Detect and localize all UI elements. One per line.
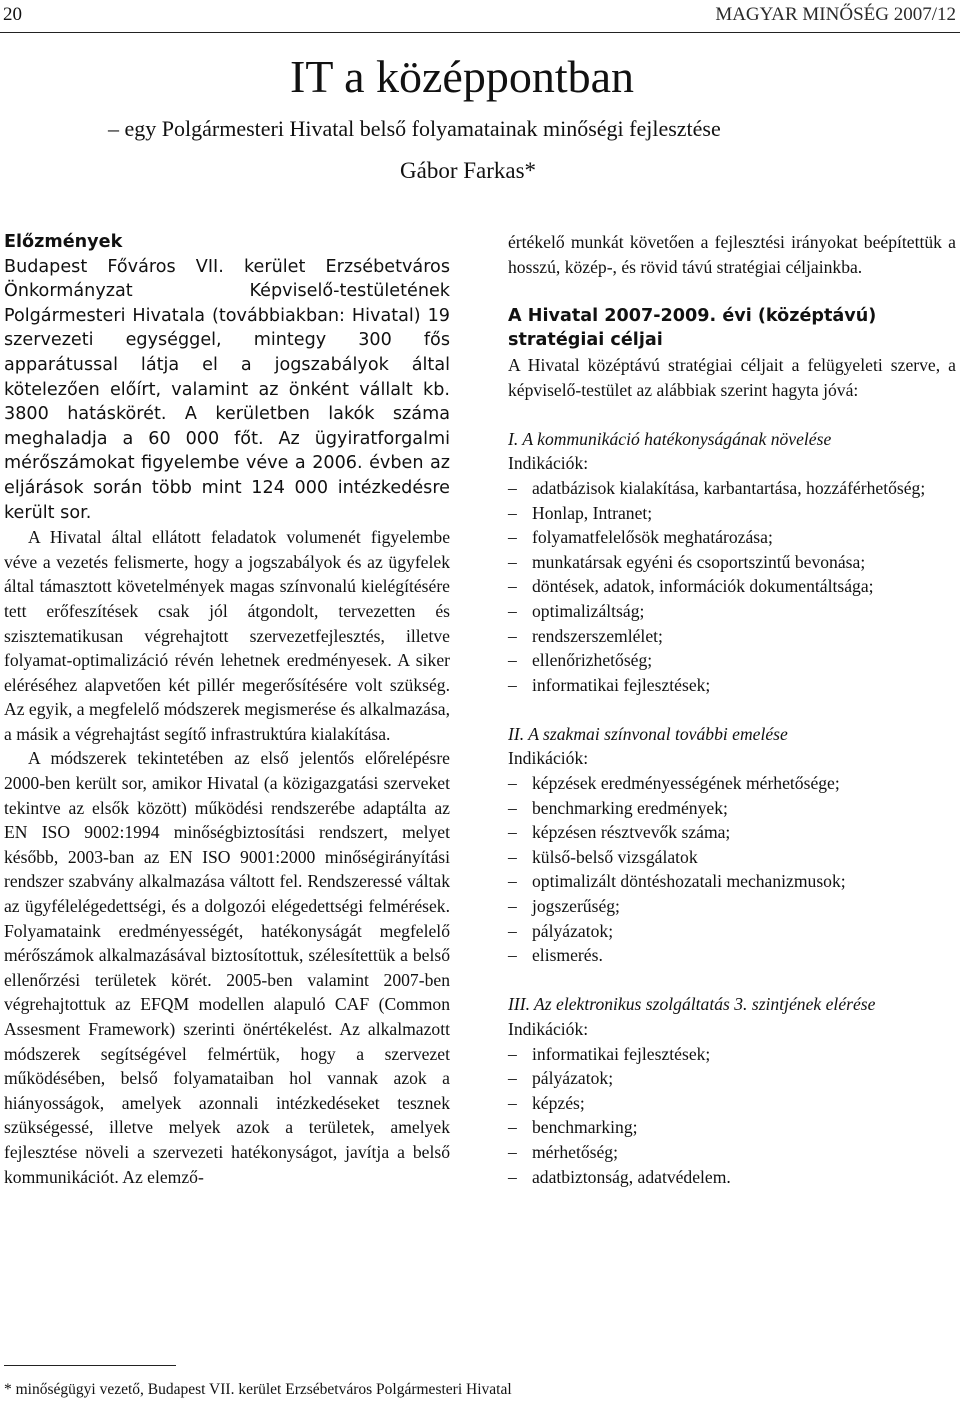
list-item: – benchmarking eredmények; bbox=[508, 796, 956, 821]
list-item: – képzések eredményességének mérhetősége; bbox=[508, 771, 956, 796]
article-title: IT a középpontban bbox=[290, 51, 635, 102]
strategic-goals-intro: A Hivatal középtávú stratégiai céljait a felügyeleti szerve, a képviselő-testület az alábbiak szerint hagyta jóvá: bbox=[508, 354, 956, 400]
list-item: – folyamatfelelősök meghatározása; bbox=[508, 525, 956, 550]
list-item: – Honlap, Intranet; bbox=[508, 501, 956, 526]
running-head: MAGYAR MINŐSÉG 2007/12 bbox=[715, 4, 956, 25]
list-item: – jogszerűség; bbox=[508, 894, 956, 919]
footnote-rule bbox=[4, 1365, 176, 1366]
paragraph-3: A módszerek tekintetében az első jelentős előrelépésre 2000-ben került sor, amikor Hivatal (a közigazgatási szerveket tekintve az elsők között) működési rendszerébe adaptálta az EN ISO 9002:1994 minőségbiztosítási rendszert, melyet később, 2003-ban az EN ISO 9001:2000 minőségirányítási rendszer szabvány alkalmazása váltott fel. Rendszeressé váltak az ügyfélelégedettségi, és a dolgozói elégedettségi felmérések. Folyamataink eredményességét, hatékonyságát megfelelő mérőszámok alkalmazásával biztosítottuk, szélesítettük a belső ellenőrzési területek körét. 2005-ben valamint 2007-ben végrehajtottuk az EFQM modellen alapuló CAF (Common Assesment Framework) szerinti önértékelést. Az alkalmazott módszerek segítségével felmértük, hogy a szervezet működésében, belső folyamataiban hol vannak azok a hiányosságok, amelyek azonnali intézkedéseket tesznek szükségessé, illetve melyek azok a területek, amelyek fejlesztése növeli a szervezeti hatékonyságot, javítja a belső kommunikációt. Az elemző- bbox=[4, 748, 450, 1187]
goal-section bbox=[508, 722, 956, 968]
article-author: Gábor Farkas* bbox=[400, 158, 537, 183]
list-item: – mérhetőség; bbox=[508, 1140, 956, 1165]
list-item: – külső-belső vizsgálatok bbox=[508, 845, 956, 870]
spacer bbox=[508, 402, 956, 427]
section-heading-strategic-goals: A Hivatal 2007-2009. évi (középtávú) stratégiai céljai bbox=[508, 305, 877, 351]
list-item: – informatikai fejlesztések; bbox=[508, 673, 956, 698]
list-item: – informatikai fejlesztések; bbox=[508, 1042, 956, 1067]
list-item: – optimalizáltság; bbox=[508, 599, 956, 624]
indication-list bbox=[508, 771, 956, 968]
indications-label: Indikációk: bbox=[508, 453, 589, 474]
list-item: – ellenőrizhetőség; bbox=[508, 648, 956, 673]
paragraph-2: A Hivatal által ellátott feladatok volumenét figyelembe véve a vezetés felismerte, hogy a jogszabályok és az ügyfelek által támasztott követelmények magas színvonalú kielégítésére tett erőfeszítések csak jól átgondolt, tervezetten és szisztematikusan végrehajtott szervezetfejlesztés, illetve folyamat-optimalizáció révén lehetnek eredményesek. A siker eléréséhez alapvetően két pillér megerősítésére volt szükség. Az egyik, a megfelelő módszerek megismerése és alkalmazása, a másik a végrehajtást segítő infrastruktúra kialakítása. bbox=[4, 527, 451, 744]
goal-section bbox=[508, 427, 956, 698]
list-item: – adatbázisok kialakítása, karbantartása, hozzáférhetőség; bbox=[508, 476, 956, 501]
list-item: – rendszerszemlélet; bbox=[508, 624, 956, 649]
left-column bbox=[4, 230, 450, 1189]
indication-list bbox=[508, 1042, 956, 1190]
goal-section bbox=[508, 992, 956, 1189]
indications-label: Indikációk: bbox=[508, 1019, 589, 1039]
list-item: – optimalizált döntéshozatali mechanizmusok; bbox=[508, 869, 956, 894]
spacer bbox=[508, 697, 956, 722]
list-item: – pályázatok; bbox=[508, 919, 956, 944]
indication-list bbox=[508, 476, 956, 697]
list-item: – benchmarking; bbox=[508, 1115, 956, 1140]
spacer bbox=[508, 968, 956, 993]
paragraph-1: Budapest Főváros VII. kerület Erzsébetváros Önkormányzat Képviselő-testületének Polgármesteri Hivatala (továbbiakban: Hivatal) 19 szervezeti egységgel, mintegy 300 fős apparátussal látja el a jogszabályok által kötelezően előírt, valamint az önként vállalt kb. 3800 hatáskörét. A kerületben lakók száma meghaladja a 60 000 főt. Az ügyiratforgalmi mérőszámokat figyelembe véve a 2006. évben az eljárások során több mint 124 000 intézkedésre került sor. bbox=[4, 256, 450, 523]
list-item: – pályázatok; bbox=[508, 1066, 956, 1091]
article-subtitle: – egy Polgármesteri Hivatal belső folyamatainak minőségi fejlesztése bbox=[108, 116, 721, 141]
indications-label: Indikációk: bbox=[508, 748, 589, 769]
goal-title: I. A kommunikáció hatékonyságának növelése bbox=[508, 428, 832, 449]
list-item: – képzés; bbox=[508, 1091, 956, 1116]
spacer bbox=[508, 279, 956, 304]
paragraph-continued: értékelő munkát követően a fejlesztési irányokat beépítettük a hosszú, közép-, és rövid távú stratégiai céljainkba. bbox=[508, 232, 956, 277]
footnote: * minőségügyi vezető, Budapest VII. kerület Erzsébetváros Polgármesteri Hivatal bbox=[4, 1381, 512, 1398]
page-number: 20 bbox=[3, 4, 22, 25]
list-item: – döntések, adatok, információk dokumentáltsága; bbox=[508, 574, 956, 599]
section-heading-elozmenyek: Előzmények bbox=[4, 232, 123, 252]
list-item: – adatbiztonság, adatvédelem. bbox=[508, 1165, 956, 1190]
list-item: – képzésen résztvevők száma; bbox=[508, 820, 956, 845]
goal-title: III. Az elektronikus szolgáltatás 3. szintjének elérése bbox=[508, 994, 876, 1015]
goal-title: II. A szakmai színvonal további emelése bbox=[508, 723, 788, 744]
list-item: – elismerés. bbox=[508, 943, 956, 968]
header-rule bbox=[0, 32, 960, 33]
list-item: – munkatársak egyéni és csoportszintű bevonása; bbox=[508, 550, 956, 575]
right-column bbox=[508, 230, 956, 1189]
